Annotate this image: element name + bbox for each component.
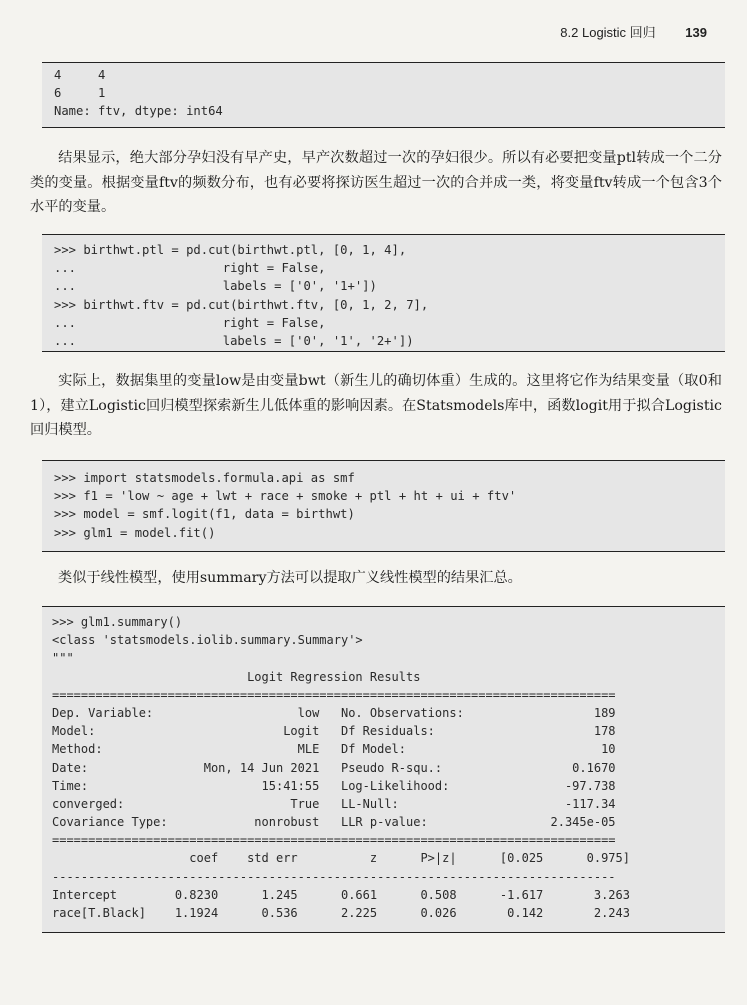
paragraph-ptl-ftv xyxy=(30,146,722,220)
summary-row: Model: Logit Df Residuals: 178 xyxy=(52,724,616,739)
summary-row: Method: MLE Df Model: 10 xyxy=(52,742,616,757)
coef-table-header: coef std err z P>|z| [0.025 0.975] xyxy=(52,851,630,866)
code-line: Name: ftv, dtype: int64 xyxy=(54,104,223,119)
code-line: >>> glm1.summary() xyxy=(52,615,183,629)
paragraph-text: 结果显示，绝大部分孕妇没有早产史，早产次数超过一次的孕妇很少。所以有必要把变量ptl转成一个二分类的变量。根据变量ftv的频数分布，也有必要将探访医生超过一次的合并成一类，将变量ftv转成一个包含3个水平的变量。 xyxy=(30,150,722,216)
section-title: 8.2 Logistic 回归 xyxy=(560,25,656,40)
code-line: ... right = False, xyxy=(54,261,326,276)
paragraph-text: 类似于线性模型，使用summary方法可以提取广义线性模型的结果汇总。 xyxy=(58,570,522,586)
code-line: 4 4 xyxy=(54,68,106,82)
summary-table-title: Logit Regression Results xyxy=(52,669,421,684)
code-line: ... right = False, xyxy=(54,315,326,330)
coef-row: Intercept 0.8230 1.245 0.661 0.508 -1.617 3.263 xyxy=(52,887,630,902)
code-line: 6 1 xyxy=(54,86,106,101)
paragraph-summary xyxy=(30,566,722,591)
page-number: 139 xyxy=(685,25,707,40)
code-block-logit-fit xyxy=(42,460,725,552)
summary-row: Dep. Variable: low No. Observations: 189 xyxy=(52,705,616,720)
coef-row: race[T.Black] 1.1924 0.536 2.225 0.026 0.142 2.243 xyxy=(52,906,630,920)
summary-row: Covariance Type: nonrobust LLR p-value: 2.345e-05 xyxy=(52,815,616,830)
code-line: >>> import statsmodels.formula.api as smf xyxy=(54,471,355,485)
running-header xyxy=(560,22,707,41)
code-line: ... labels = ['0', '1', '2+']) xyxy=(54,333,414,348)
summary-row: Time: 15:41:55 Log-Likelihood: -97.738 xyxy=(52,778,616,793)
paragraph-text: 实际上，数据集里的变量low是由变量bwt（新生儿的确切体重）生成的。这里将它作为结果变量（取0和1），建立Logistic回归模型探索新生儿低体重的影响因素。在Statsmodels库中，函数logit用于拟合Logistic回归模型。 xyxy=(30,373,722,439)
code-block-pd-cut xyxy=(42,234,725,352)
code-line: >>> f1 = 'low ~ age + lwt + race + smoke + ptl + ht + ui + ftv' xyxy=(54,489,517,504)
summary-row: Date: Mon, 14 Jun 2021 Pseudo R-squ.: 0.1670 xyxy=(52,760,616,775)
code-line: >>> model = smf.logit(f1, data = birthwt) xyxy=(54,507,355,522)
code-block-regression-summary xyxy=(42,606,725,933)
separator-line: ============================================================================== xyxy=(52,833,616,848)
separator-line: ------------------------------------------------------------------------------ xyxy=(52,869,616,884)
code-line: >>> glm1 = model.fit() xyxy=(54,525,216,540)
code-line: >>> birthwt.ftv = pd.cut(birthwt.ftv, [0, 1, 2, 7], xyxy=(54,297,429,312)
code-line: <class 'statsmodels.iolib.summary.Summary'> xyxy=(52,633,363,648)
code-line: >>> birthwt.ptl = pd.cut(birthwt.ptl, [0, 1, 4], xyxy=(54,243,407,257)
separator-line: ============================================================================== xyxy=(52,687,616,702)
code-line: ... labels = ['0', '1+']) xyxy=(54,279,377,294)
summary-row: converged: True LL-Null: -117.34 xyxy=(52,796,616,811)
code-block-ftv-counts xyxy=(42,62,725,128)
code-line: """ xyxy=(52,651,74,666)
paragraph-low-variable xyxy=(30,369,722,443)
